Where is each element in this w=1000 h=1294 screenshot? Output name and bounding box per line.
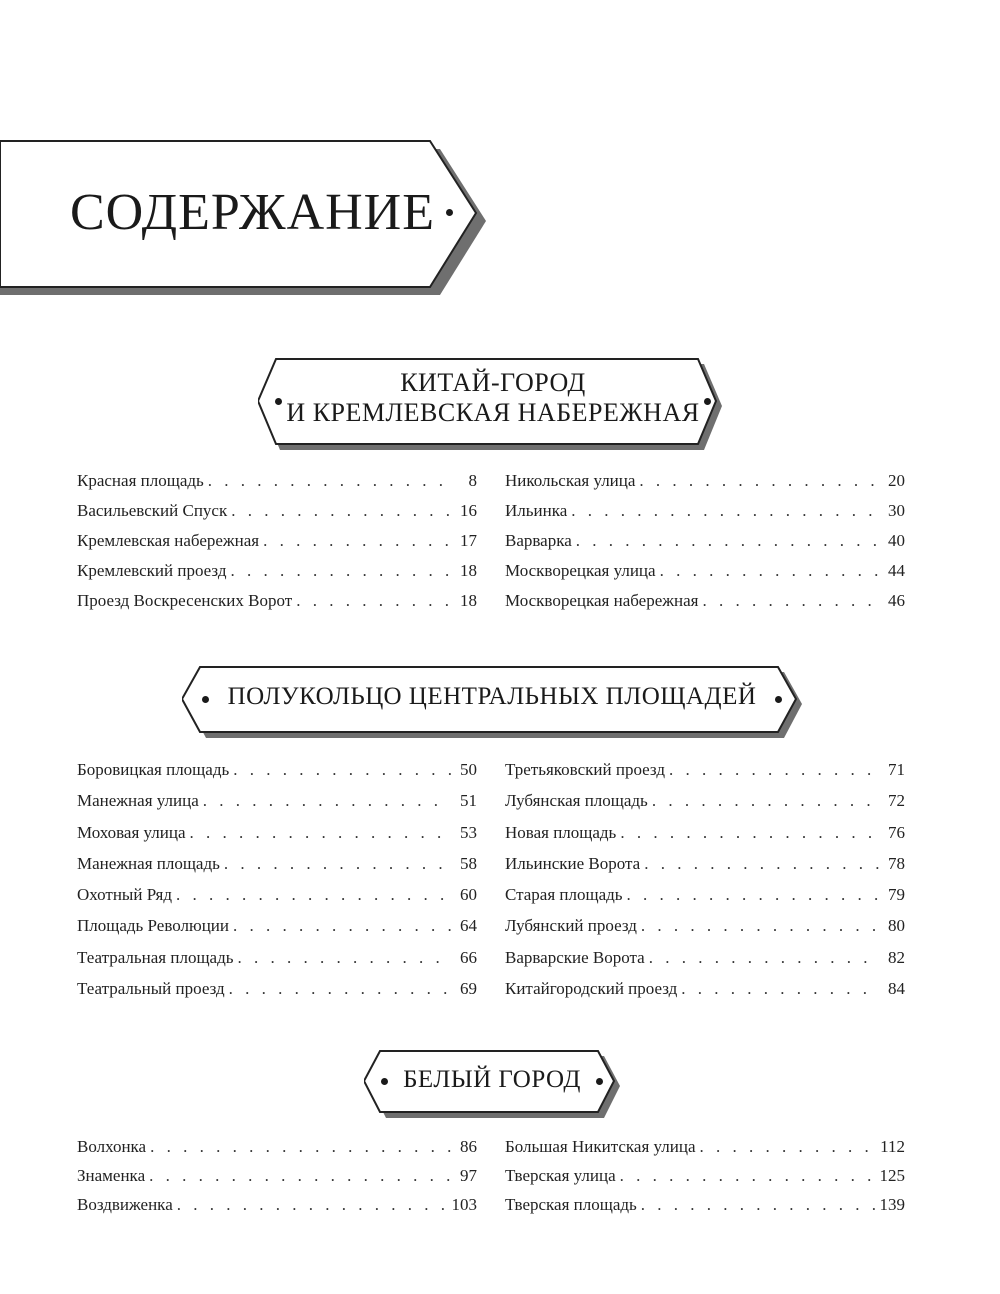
banner-dot [381,1078,388,1085]
toc-entry-label: Большая Никитская улица [505,1137,696,1156]
toc-entry-label: Театральный проезд [77,979,225,999]
toc-entry-page: 71 [888,760,905,779]
dot-leader [233,916,451,936]
dot-leader [620,1166,876,1186]
toc-entry-label: Волхонка [77,1137,147,1156]
dot-leader [296,591,451,611]
toc-entry-page: 82 [888,947,905,967]
toc-entry[interactable] [505,531,905,561]
banner-dot [446,209,453,216]
dot-leader [660,561,879,581]
toc-entry-label: Москворецкая набережная [505,591,699,610]
toc-entry-page: 40 [888,531,905,550]
dot-leader [238,948,452,968]
toc-entry-label: Площадь Революции [77,916,229,936]
toc-entry-label: Воздвиженка [77,1195,173,1214]
toc-entry-label: Ильинские Ворота [505,853,641,873]
dot-leader [177,1195,448,1215]
dot-leader [641,1195,876,1215]
toc-entry-page: 69 [460,979,477,999]
toc-entry[interactable] [505,501,905,531]
toc-entry-label: Театральная площадь [77,947,234,967]
toc-entry-label: Никольская улица [505,471,636,490]
toc-entry-label: Москворецкая улица [505,561,656,580]
banner-dot [775,696,782,703]
toc-entry-page: 97 [460,1166,477,1185]
section-3-left-column [77,1137,477,1224]
toc-entry-page: 17 [460,531,477,550]
section-3-right-column [505,1137,905,1224]
dot-leader [229,979,451,999]
banner-dot [275,398,282,405]
toc-entry-label: Старая площадь [505,885,623,905]
section-3-title-line-1: БЕЛЫЙ ГОРОД [403,1066,581,1093]
toc-entry-label: Моховая улица [77,822,186,842]
toc-entry[interactable] [505,791,905,822]
toc-entry[interactable] [505,823,905,854]
toc-entry[interactable] [77,501,477,531]
toc-entry[interactable] [77,1166,477,1195]
toc-entry-label: Проезд Воскресенских Ворот [77,591,293,610]
toc-entry-page: 125 [879,1166,905,1185]
toc-entry-page: 53 [460,822,477,842]
toc-entry-page: 86 [460,1137,477,1156]
dot-leader [702,591,879,611]
toc-entry-page: 76 [888,822,905,842]
toc-entry[interactable] [505,979,905,1010]
dot-leader [571,501,879,521]
dot-leader [644,854,879,874]
toc-entry[interactable] [505,948,905,979]
section-1-title-line-2: И КРЕМЛЕВСКАЯ НАБЕРЕЖНАЯ [286,397,700,427]
toc-entry-page: 18 [460,561,477,580]
toc-entry-page: 103 [451,1195,477,1214]
toc-entry-label: Кремлевский проезд [77,561,227,580]
toc-entry-page: 112 [880,1137,905,1156]
toc-entry-page: 50 [460,760,477,779]
dot-leader [700,1137,877,1157]
dot-leader [233,760,451,780]
dot-leader [208,471,451,491]
toc-entry[interactable] [77,854,477,885]
toc-entry[interactable] [505,1195,905,1224]
toc-entry-label: Кремлевская набережная [77,531,260,550]
dot-leader [176,885,451,905]
toc-entry-page: 80 [888,916,905,936]
section-1-right-column [505,471,905,621]
toc-entry-page: 60 [460,885,477,905]
toc-entry-label: Охотный Ряд [77,885,172,905]
toc-entry-label: Знаменка [77,1166,146,1185]
toc-entry[interactable] [77,591,477,621]
toc-entry[interactable] [505,854,905,885]
banner-dot [596,1078,603,1085]
toc-entry-label: Боровицкая площадь [77,760,230,779]
toc-entry[interactable] [505,1137,905,1166]
section-2-left-column [77,760,477,1010]
dot-leader [224,854,451,874]
toc-entry-label: Манежная улица [77,791,199,811]
toc-entry[interactable] [505,916,905,947]
toc-entry[interactable] [77,885,477,916]
toc-entry-page: 51 [460,791,477,811]
dot-leader [263,531,451,551]
toc-entry[interactable] [505,591,905,621]
toc-entry-label: Лубянская площадь [505,791,648,811]
dot-leader [669,760,879,780]
toc-entry[interactable] [505,885,905,916]
section-1-left-column [77,471,477,621]
page-title: СОДЕРЖАНИЕ [70,184,435,241]
toc-entry-page: 139 [879,1195,905,1214]
toc-entry[interactable] [77,791,477,822]
toc-entry-page: 8 [468,471,477,490]
toc-entry-label: Китайгородский проезд [505,979,678,999]
toc-entry[interactable] [505,561,905,591]
toc-entry-label: Новая площадь [505,822,617,842]
toc-entry-page: 72 [888,791,905,811]
banner-dot [202,696,209,703]
section-3-title [392,1066,592,1095]
toc-entry[interactable] [77,916,477,947]
toc-entry-label: Варварские Ворота [505,947,645,967]
toc-entry-label: Васильевский Спуск [77,501,228,520]
section-1-title-line-1: КИТАЙ-ГОРОД [400,368,586,397]
toc-entry-label: Варварка [505,531,572,550]
dot-leader [203,791,451,811]
dot-leader [681,979,879,999]
dot-leader [641,916,879,936]
toc-entry[interactable] [77,948,477,979]
dot-leader [190,823,451,843]
section-2-title-line-1: ПОЛУКОЛЬЦО ЦЕНТРАЛЬНЫХ ПЛОЩАДЕЙ [227,683,757,710]
toc-entry-label: Лубянский проезд [505,916,637,936]
toc-entry[interactable] [77,561,477,591]
dot-leader [149,1166,451,1186]
toc-entry-page: 78 [888,853,905,873]
dot-leader [649,948,879,968]
dot-leader [627,885,879,905]
dot-leader [230,561,451,581]
toc-entry-page: 20 [888,471,905,490]
toc-entry[interactable] [505,1166,905,1195]
toc-entry-label: Манежная площадь [77,853,220,873]
toc-entry[interactable] [77,823,477,854]
toc-entry-page: 84 [888,979,905,999]
toc-entry-page: 64 [460,916,477,936]
toc-entry-page: 16 [460,501,477,520]
toc-entry[interactable] [505,471,905,501]
toc-entry-label: Тверская улица [505,1166,616,1185]
toc-entry-page: 18 [460,591,477,610]
section-2-right-column [505,760,905,1010]
toc-entry[interactable] [77,531,477,561]
toc-entry-label: Красная площадь [77,471,204,490]
dot-leader [576,531,879,551]
toc-entry-page: 58 [460,853,477,873]
banner-dot [704,398,711,405]
dot-leader [639,471,879,491]
section-1-title [278,368,708,428]
toc-entry[interactable] [505,760,905,791]
toc-entry[interactable] [77,979,477,1010]
toc-entry-label: Тверская площадь [505,1195,637,1214]
toc-entry-page: 30 [888,501,905,520]
toc-entry-page: 66 [460,947,477,967]
toc-entry[interactable] [77,760,477,791]
toc-entry-page: 46 [888,591,905,610]
toc-entry-label: Ильинка [505,501,568,520]
dot-leader [620,823,879,843]
dot-leader [150,1137,451,1157]
toc-entry[interactable] [77,471,477,501]
toc-entry[interactable] [77,1195,477,1224]
dot-leader [231,501,451,521]
toc-entry-page: 44 [888,561,905,580]
section-2-title [212,683,772,712]
toc-entry-label: Третьяковский проезд [505,760,665,779]
toc-entry[interactable] [77,1137,477,1166]
dot-leader [652,791,879,811]
toc-entry-page: 79 [888,885,905,905]
